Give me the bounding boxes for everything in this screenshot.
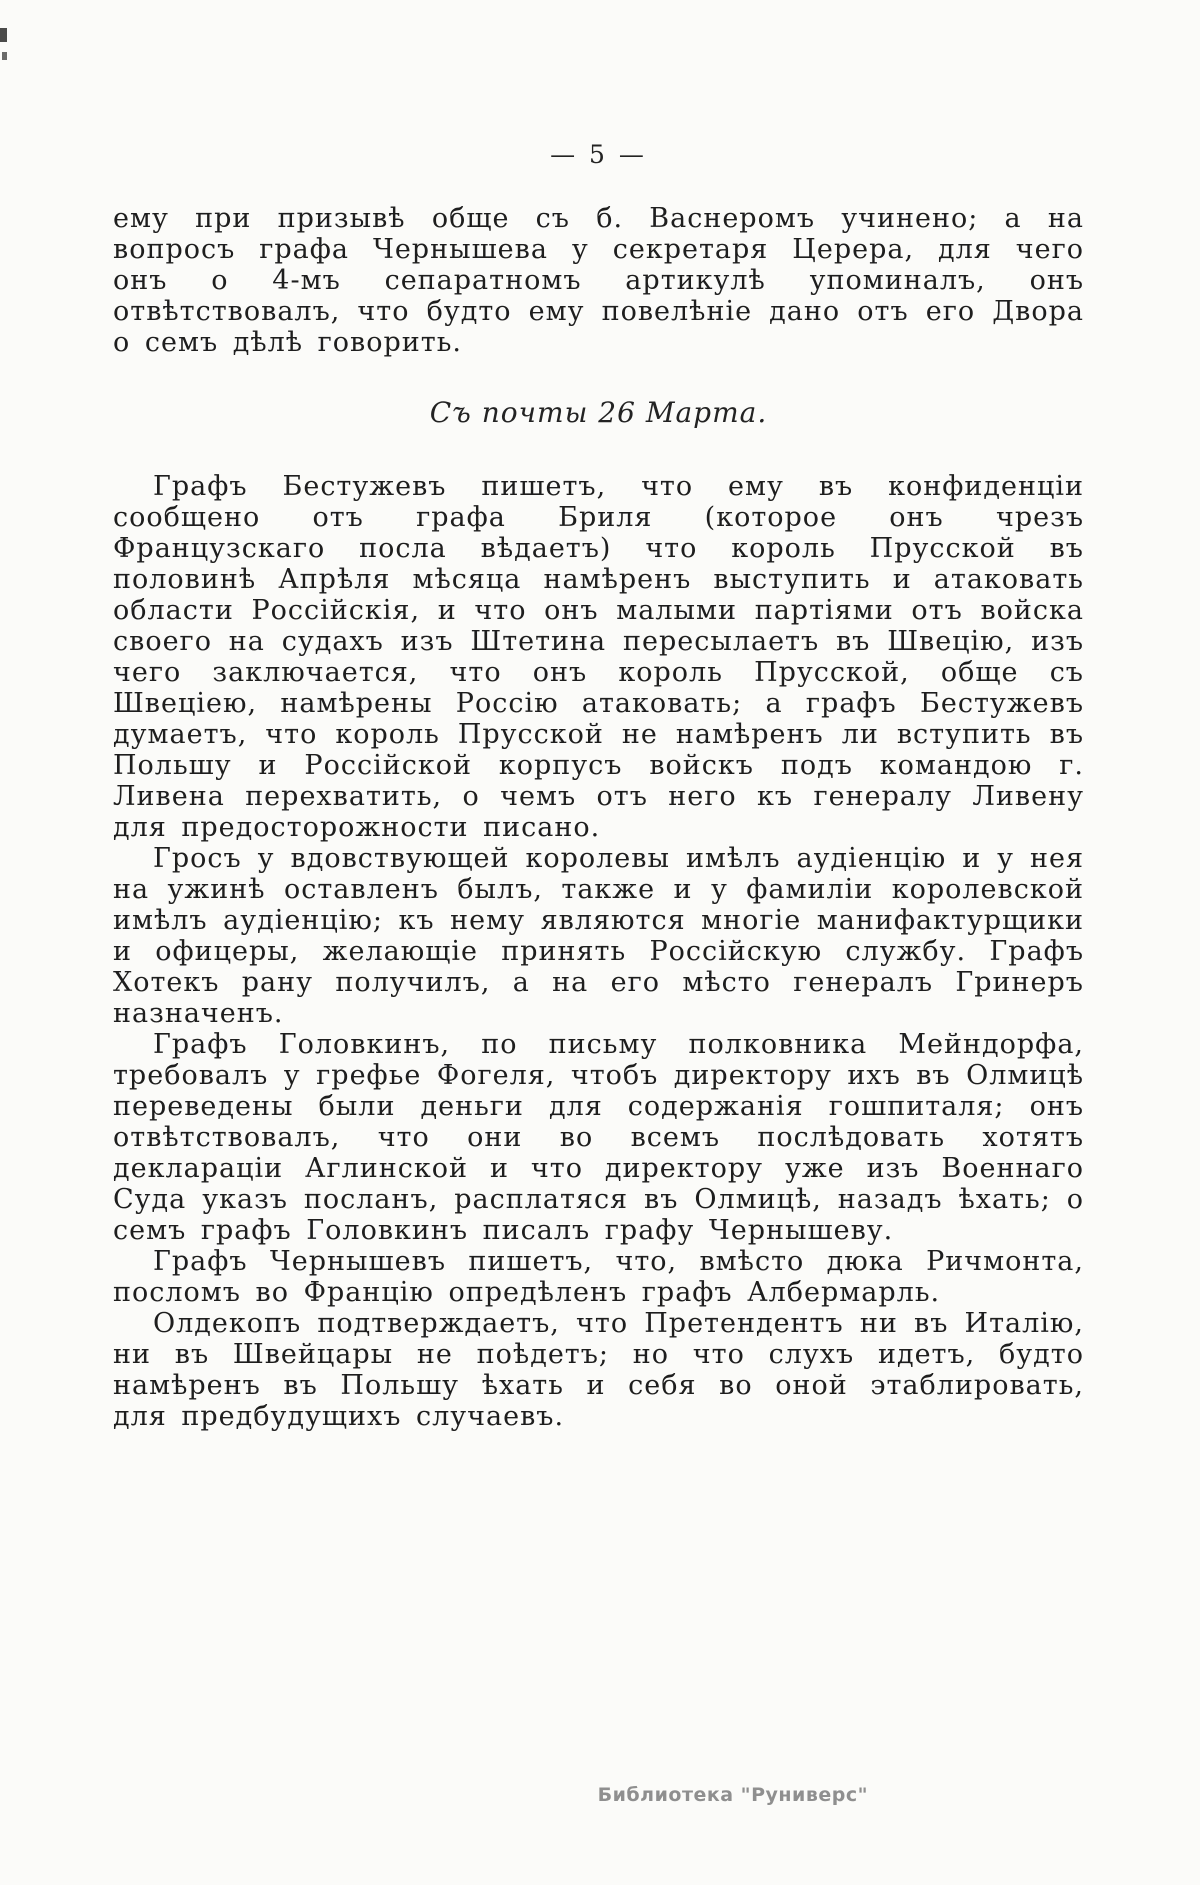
scan-artifact (2, 52, 7, 60)
paragraph-5: Олдекопъ подтверждаетъ, что Претендентъ ни въ Италію, ни въ Швейцары не поѣдетъ; но что слухъ идетъ, будто намѣренъ въ Польшу ѣхать и себя во оной этаблировать, для предбудущихъ случаевъ. (113, 1308, 1084, 1432)
scan-artifact (0, 28, 7, 42)
paragraph-intro: ему при призывѣ обще съ б. Васнеромъ учинено; а на вопросъ графа Чернышева у секретаря Церера, для чего онъ о 4-мъ сепаратномъ артикулѣ упоминалъ, онъ отвѣтствовалъ, что будто ему повелѣніе дано отъ его Двора о семъ дѣлѣ говорить. (113, 203, 1084, 358)
page-number: — 5 — (550, 140, 647, 169)
paragraph-3: Графъ Головкинъ, по письму полковника Мейндорфа, требовалъ у грефье Фогеля, чтобъ директору ихъ въ Олмицѣ переведены были деньги для содержанія гошпиталя; онъ отвѣтствовалъ, что они во всемъ послѣдовать хотятъ деклараціи Аглинской и что директору уже изъ Военнаго Суда указъ посланъ, расплатяся въ Олмицѣ, назадъ ѣхать; о семъ графъ Головкинъ писалъ графу Чернышеву. (113, 1029, 1084, 1246)
paragraph-1: Графъ Бестужевъ пишетъ, что ему въ конфиденціи сообщено отъ графа Бриля (которое онъ чрезъ Французскаго посла вѣдаетъ) что король Прусской въ половинѣ Апрѣля мѣсяца намѣренъ выступить и атаковать области Россійскія, и что онъ малыми партіями отъ войска своего на судахъ изъ Штетина пересылаетъ въ Швецію, изъ чего заключается, что онъ король Прусской, обще съ Швеціею, намѣрены Россію атаковать; а графъ Бестужевъ думаетъ, что король Прусской не намѣренъ ли вступить въ Польшу и Россійской корпусъ войскъ подъ командою г. Ливена перехватить, о чемъ отъ него къ генералу Ливену для предосторожности писано. (113, 471, 1084, 843)
section-heading: Съ почты 26 Марта. (429, 396, 768, 429)
paragraph-2: Гросъ у вдовствующей королевы имѣлъ аудіенцію и у нея на ужинѣ оставленъ былъ, также и у фамиліи королевской имѣлъ аудіенцію; къ нему являются многіе манифактурщики и офицеры, желающіе принять Россійскую службу. Графъ Хотекъ рану получилъ, а на его мѣсто генералъ Гринеръ назначенъ. (113, 843, 1084, 1029)
library-watermark: Библиотека "Руниверс" (597, 1784, 868, 1806)
paragraph-4: Графъ Чернышевъ пишетъ, что, вмѣсто дюка Ричмонта, посломъ во Францію опредѣленъ графъ Албермарль. (113, 1246, 1084, 1308)
